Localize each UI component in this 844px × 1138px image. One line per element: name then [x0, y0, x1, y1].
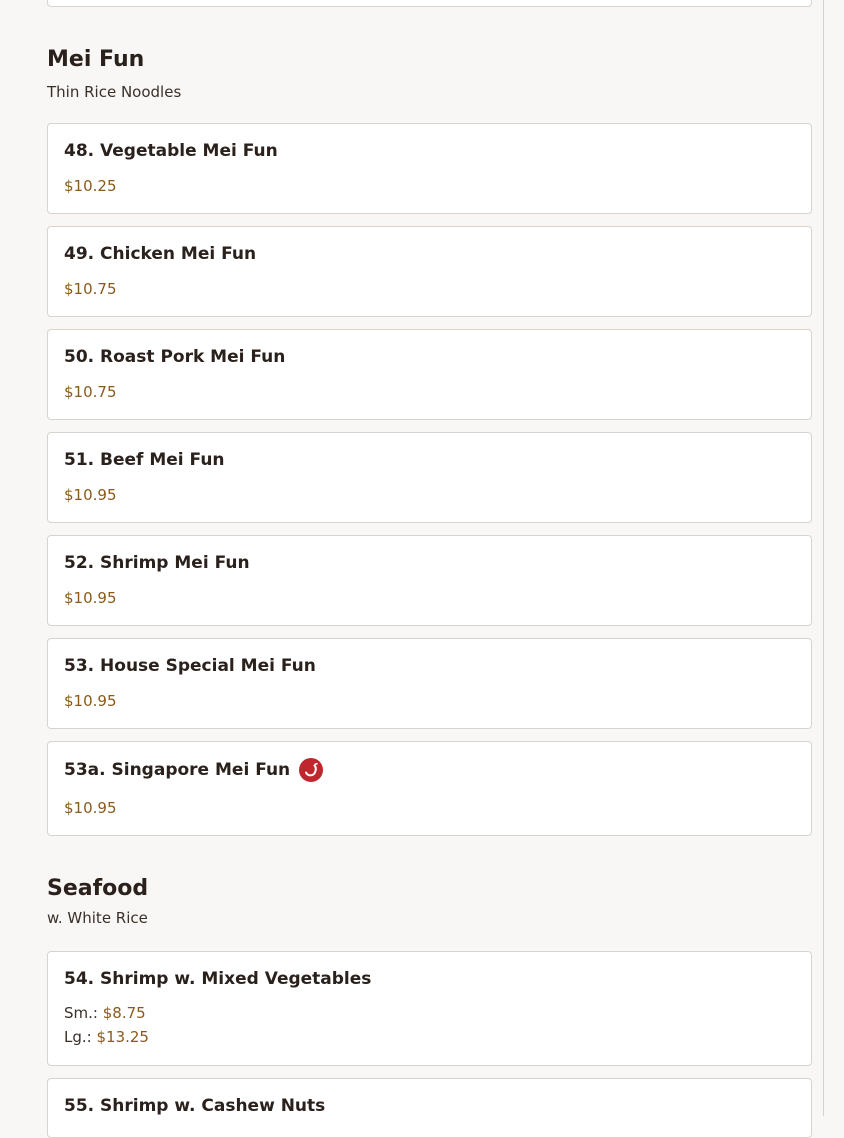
menu-item-price: $10.95: [64, 589, 117, 607]
menu-item-shrimp-cashew-nuts[interactable]: [47, 1078, 812, 1138]
menu-item-price: $10.95: [64, 486, 117, 504]
menu-item-roast-pork-mei-fun[interactable]: [47, 329, 812, 420]
menu-item-singapore-mei-fun[interactable]: [47, 741, 812, 836]
previous-menu-item-card[interactable]: [47, 0, 812, 7]
size-label: Lg.:: [64, 1028, 92, 1046]
spicy-icon: [299, 758, 323, 782]
menu-item-name: 53. House Special Mei Fun: [64, 656, 316, 676]
menu-item-house-special-mei-fun[interactable]: [47, 638, 812, 729]
menu-item-vegetable-mei-fun[interactable]: [47, 123, 812, 214]
menu-item-chicken-mei-fun[interactable]: [47, 226, 812, 317]
size-label: Sm.:: [64, 1004, 98, 1022]
menu-item-name: 54. Shrimp w. Mixed Vegetables: [64, 969, 372, 989]
size-price: $8.75: [102, 1004, 146, 1022]
size-option-small: [64, 1001, 149, 1025]
menu-item-name: 50. Roast Pork Mei Fun: [64, 347, 286, 367]
size-option-large: [64, 1025, 149, 1049]
section-title: Mei Fun: [47, 47, 145, 72]
section-subtitle: Thin Rice Noodles: [47, 83, 182, 101]
menu-item-shrimp-mixed-vegetables[interactable]: [47, 951, 812, 1066]
menu-item-price: $10.75: [64, 280, 117, 298]
menu-item-name: 52. Shrimp Mei Fun: [64, 553, 250, 573]
scrollbar-edge: [823, 0, 824, 1116]
section-header-mei-fun: [47, 46, 812, 102]
menu-item-name: 49. Chicken Mei Fun: [64, 244, 257, 264]
menu-item-price: $10.95: [64, 692, 117, 710]
menu-item-price: $10.75: [64, 383, 117, 401]
size-price-list: [64, 1001, 149, 1049]
menu-item-name-row: [64, 758, 323, 782]
menu-item-beef-mei-fun[interactable]: [47, 432, 812, 523]
section-title: Seafood: [47, 876, 149, 901]
size-price: $13.25: [96, 1028, 149, 1046]
menu-item-name: 51. Beef Mei Fun: [64, 450, 225, 470]
menu-item-name: 48. Vegetable Mei Fun: [64, 141, 278, 161]
menu-item-shrimp-mei-fun[interactable]: [47, 535, 812, 626]
section-header-seafood: [47, 875, 812, 928]
menu-item-price: $10.25: [64, 177, 117, 195]
menu-item-name: 53a. Singapore Mei Fun: [64, 760, 291, 780]
menu-item-price: $10.95: [64, 799, 117, 817]
menu-item-name: 55. Shrimp w. Cashew Nuts: [64, 1096, 326, 1116]
section-subtitle: w. White Rice: [47, 909, 148, 927]
